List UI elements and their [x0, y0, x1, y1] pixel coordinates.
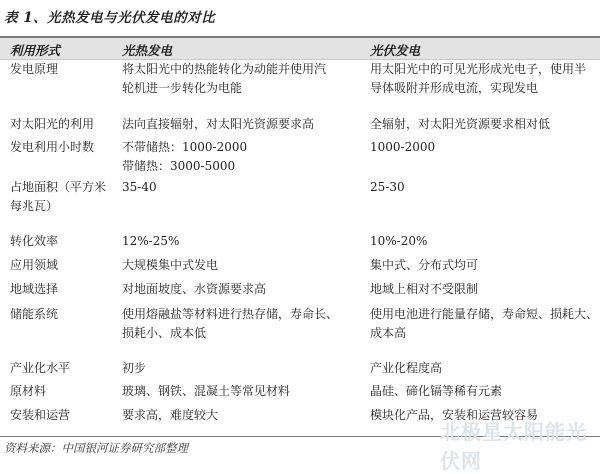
pv-cell: 10%-20%	[370, 234, 428, 248]
thermal-cell: 要求高，难度较大	[122, 408, 219, 422]
header-usage-form: 利用形式	[10, 43, 61, 58]
pv-cell: 25-30	[370, 180, 405, 194]
header-photovoltaic: 光伏发电	[370, 43, 421, 58]
row-label: 占地面积（平方米 每兆瓦）	[10, 180, 107, 213]
pv-cell: 使用电池进行能量存储，寿命短、损耗大、 成本高	[370, 307, 599, 340]
pv-cell: 产业化程度高	[370, 361, 443, 375]
table-header	[0, 38, 600, 60]
watermark: 北极星太阳能光伏网	[440, 420, 587, 473]
row-label: 地域选择	[10, 282, 59, 296]
thermal-cell: 对地面坡度、水资源要求高	[122, 282, 267, 296]
row-label: 原材料	[10, 384, 47, 398]
thermal-cell: 法向直接辐射，对太阳光资源要求高	[122, 117, 315, 131]
pv-cell: 用太阳光中的可见光形成光电子，使用半 导体吸附并形成电流，实现发电	[370, 62, 587, 95]
pv-cell: 地域上相对不受限制	[370, 282, 479, 296]
thermal-cell: 不带储热：1000-2000 带储热：3000-5000	[122, 140, 248, 173]
thermal-cell: 初步	[122, 361, 147, 375]
row-label: 应用领域	[10, 258, 59, 272]
pv-cell: 全辐射，对太阳光资源要求相对低	[370, 117, 551, 131]
thermal-cell: 将太阳光中的热能转化为动能并使用汽 轮机进一步转化为电能	[122, 62, 327, 95]
row-label: 发电原理	[10, 62, 59, 76]
pv-cell: 晶硅、碲化镉等稀有元素	[370, 384, 503, 398]
row-label: 发电利用小时数	[10, 140, 95, 154]
row-label: 转化效率	[10, 234, 59, 248]
thermal-cell: 玻璃、钢铁、混凝土等常见材料	[122, 384, 291, 398]
pv-cell: 模块化产品，安装和运营较容易	[370, 408, 539, 422]
source-note: 资料来源：中国银河证券研究部整理	[4, 441, 188, 455]
pv-cell: 1000-2000	[370, 140, 436, 154]
row-label: 产业化水平	[10, 361, 71, 375]
pv-cell: 集中式、分布式均可	[370, 258, 479, 272]
thermal-cell: 使用熔融盐等材料进行热存储，寿命长、 损耗小、成本低	[122, 307, 339, 340]
table-caption: 表 1、光热发电与光伏发电的对比	[4, 10, 216, 26]
thermal-cell: 大规模集中式发电	[122, 258, 219, 272]
header-solar-thermal: 光热发电	[122, 43, 173, 58]
row-label: 对太阳光的利用	[10, 117, 95, 131]
row-label: 安装和运营	[10, 408, 71, 422]
thermal-cell: 12%-25%	[122, 234, 180, 248]
thermal-cell: 35-40	[122, 180, 157, 194]
comparison-table	[0, 36, 600, 60]
row-label: 储能系统	[10, 307, 59, 321]
